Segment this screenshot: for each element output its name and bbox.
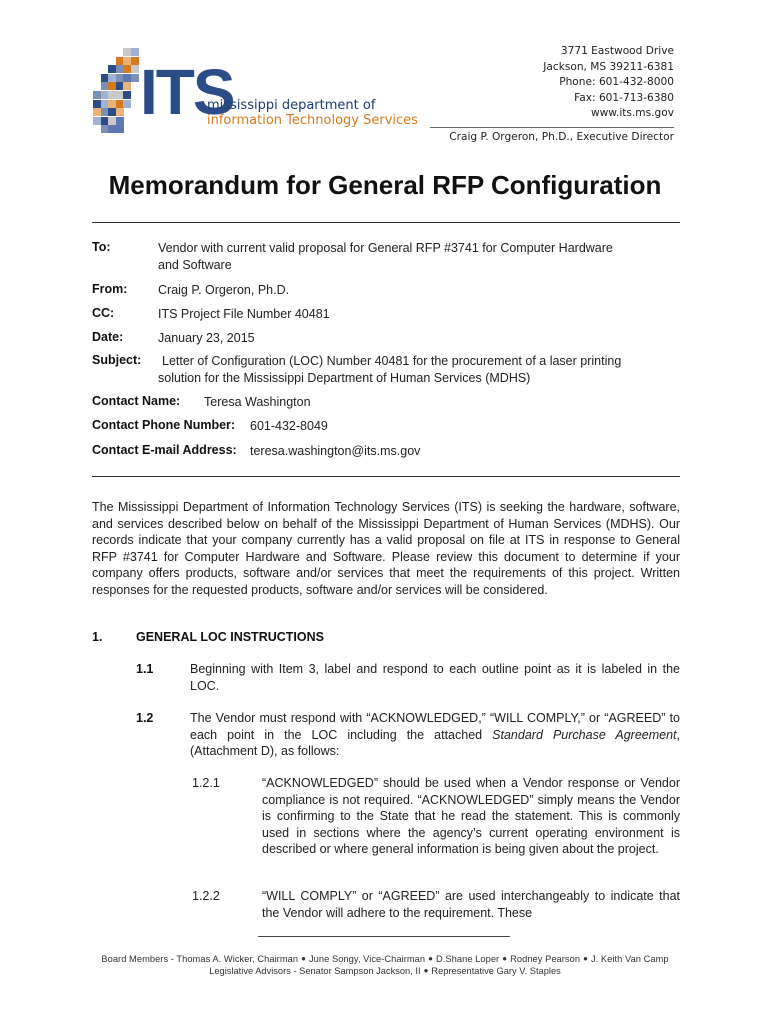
address-website: www.its.ms.gov [590,107,674,119]
header-divider [430,127,674,128]
contact-phone-value: 601-432-8049 [250,419,328,433]
logo-tile [131,74,139,82]
logo-tile [123,91,131,99]
bullet-icon: ● [301,954,306,963]
contact-email-label: Contact E-mail Address: [92,443,237,457]
board-member-3: D.Shane Loper [436,954,500,964]
legislative-advisor-1: Legislative Advisors - Senator Sampson Jackson, II [209,966,421,976]
section-1-2-2-number: 1.2.2 [192,889,220,903]
legislative-advisor-2: Representative Gary V. Staples [431,966,561,976]
section-1-1-text: Beginning with Item 3, label and respond to each outline point as it is labeled in the LOC. [190,662,680,693]
contact-email-value: teresa.washington@its.ms.gov [250,444,421,458]
header-fields-divider [92,476,680,477]
section-1-2-2-text: “WILL COMPLY” or “AGREED” are used interchangeably to indicate that the Vendor will adhere to the requirement. These [262,889,680,920]
executive-director: Craig P. Orgeron, Ph.D., Executive Director [449,131,674,143]
address-phone: Phone: 601-432-8000 [559,76,674,88]
cc-value: ITS Project File Number 40481 [158,307,330,321]
section-1-2-text [190,710,680,760]
from-label: From: [92,282,128,296]
logo-tile [116,117,124,125]
page-title: Memorandum for General RFP Configuration [108,170,662,200]
logo-tile [123,100,131,108]
date-value: January 23, 2015 [158,331,255,345]
logo-tile [123,82,131,90]
bullet-icon: ● [428,954,434,963]
organization-name-line-2: information Technology Services [207,113,418,128]
logo-tile [131,57,139,65]
address-city: Jackson, MS 39211-6381 [543,60,674,73]
board-member-5: J. Keith Van Camp [590,954,669,964]
logo-tile [131,48,139,56]
organization-name [207,98,418,128]
board-members [0,954,770,964]
date-label: Date: [92,330,124,344]
logo-tile [116,125,124,133]
legislative-advisors [0,966,770,976]
section-1-2-text-b: , (Attachment D), as follows: [190,727,680,758]
bullet-icon: ● [583,954,588,963]
logo-tile [131,65,139,73]
subject-value-line-2: solution for the Mississippi Department of Human Services (MDHS) [158,371,531,385]
to-value-line-2: and Software [158,258,232,272]
to-label: To: [92,240,111,254]
board-member-2: June Songy, Vice-Chairman [308,954,426,964]
intro-paragraph: The Mississippi Department of Information Technology Services (ITS) is seeking the hardware, software, and services described below on behalf of the Mississippi Department of Human Services (MDHS). Our records indicate that your company currently has a valid proposal on file at ITS in response to General RFP #3741 for Computer Hardware and Software. Please review this document to determine if your company offers products, software and/or services that meet the requirements of this project. Written responses for the requested products, software and/or services will be considered. [92,500,680,597]
from-value: Craig P. Orgeron, Ph.D. [158,283,290,297]
contact-name-label: Contact Name: [92,394,181,408]
contact-phone-label: Contact Phone Number: [92,418,236,432]
section-1-number: 1. [92,630,103,644]
board-member-1: Board Members - Thomas A. Wicker, Chairman [101,954,299,964]
organization-name-line-1: mississippi department of [207,98,376,113]
its-logo: ITS [140,56,234,128]
address-fax: Fax: 601-713-6380 [574,91,674,104]
bullet-icon: ● [423,966,429,975]
subject-value-line-1: Letter of Configuration (LOC) Number 40481 for the procurement of a laser printing [162,354,622,368]
to-value-line-1: Vendor with current valid proposal for General RFP #3741 for Computer Hardware [158,241,613,255]
standard-purchase-agreement-reference: Standard Purchase Agreement [492,727,677,742]
section-1-2-text-a: The Vendor must respond with “ACKNOWLEDGED,” “WILL COMPLY,” or “AGREED” to each point in the LOC including the attached [190,711,680,742]
section-1-2-1-number: 1.2.1 [192,776,220,790]
address-block [543,44,674,122]
subject-label: Subject: [92,353,142,367]
section-1-title: GENERAL LOC INSTRUCTIONS [136,630,324,644]
its-logo-mosaic [93,48,137,134]
board-member-4: Rodney Pearson [510,954,581,964]
section-1-1-number: 1.1 [136,662,154,676]
title-divider [92,222,680,223]
contact-name-value: Teresa Washington [204,395,311,409]
logo-tile [116,108,124,116]
section-1-2-1-text: “ACKNOWLEDGED” should be used when a Vendor response or Vendor compliance is not required. “ACKNOWLEDGED” simply means the Vendor is confirming to the State that he read the statement. This is commonly used in sections where the agency’s current operating environment is described or where general information is being given about the project. [262,776,680,856]
address-street: 3771 Eastwood Drive [560,45,674,57]
section-1-2-number: 1.2 [136,711,154,725]
bullet-icon: ● [502,954,508,963]
cc-label: CC: [92,306,115,320]
footer-divider [258,936,510,937]
